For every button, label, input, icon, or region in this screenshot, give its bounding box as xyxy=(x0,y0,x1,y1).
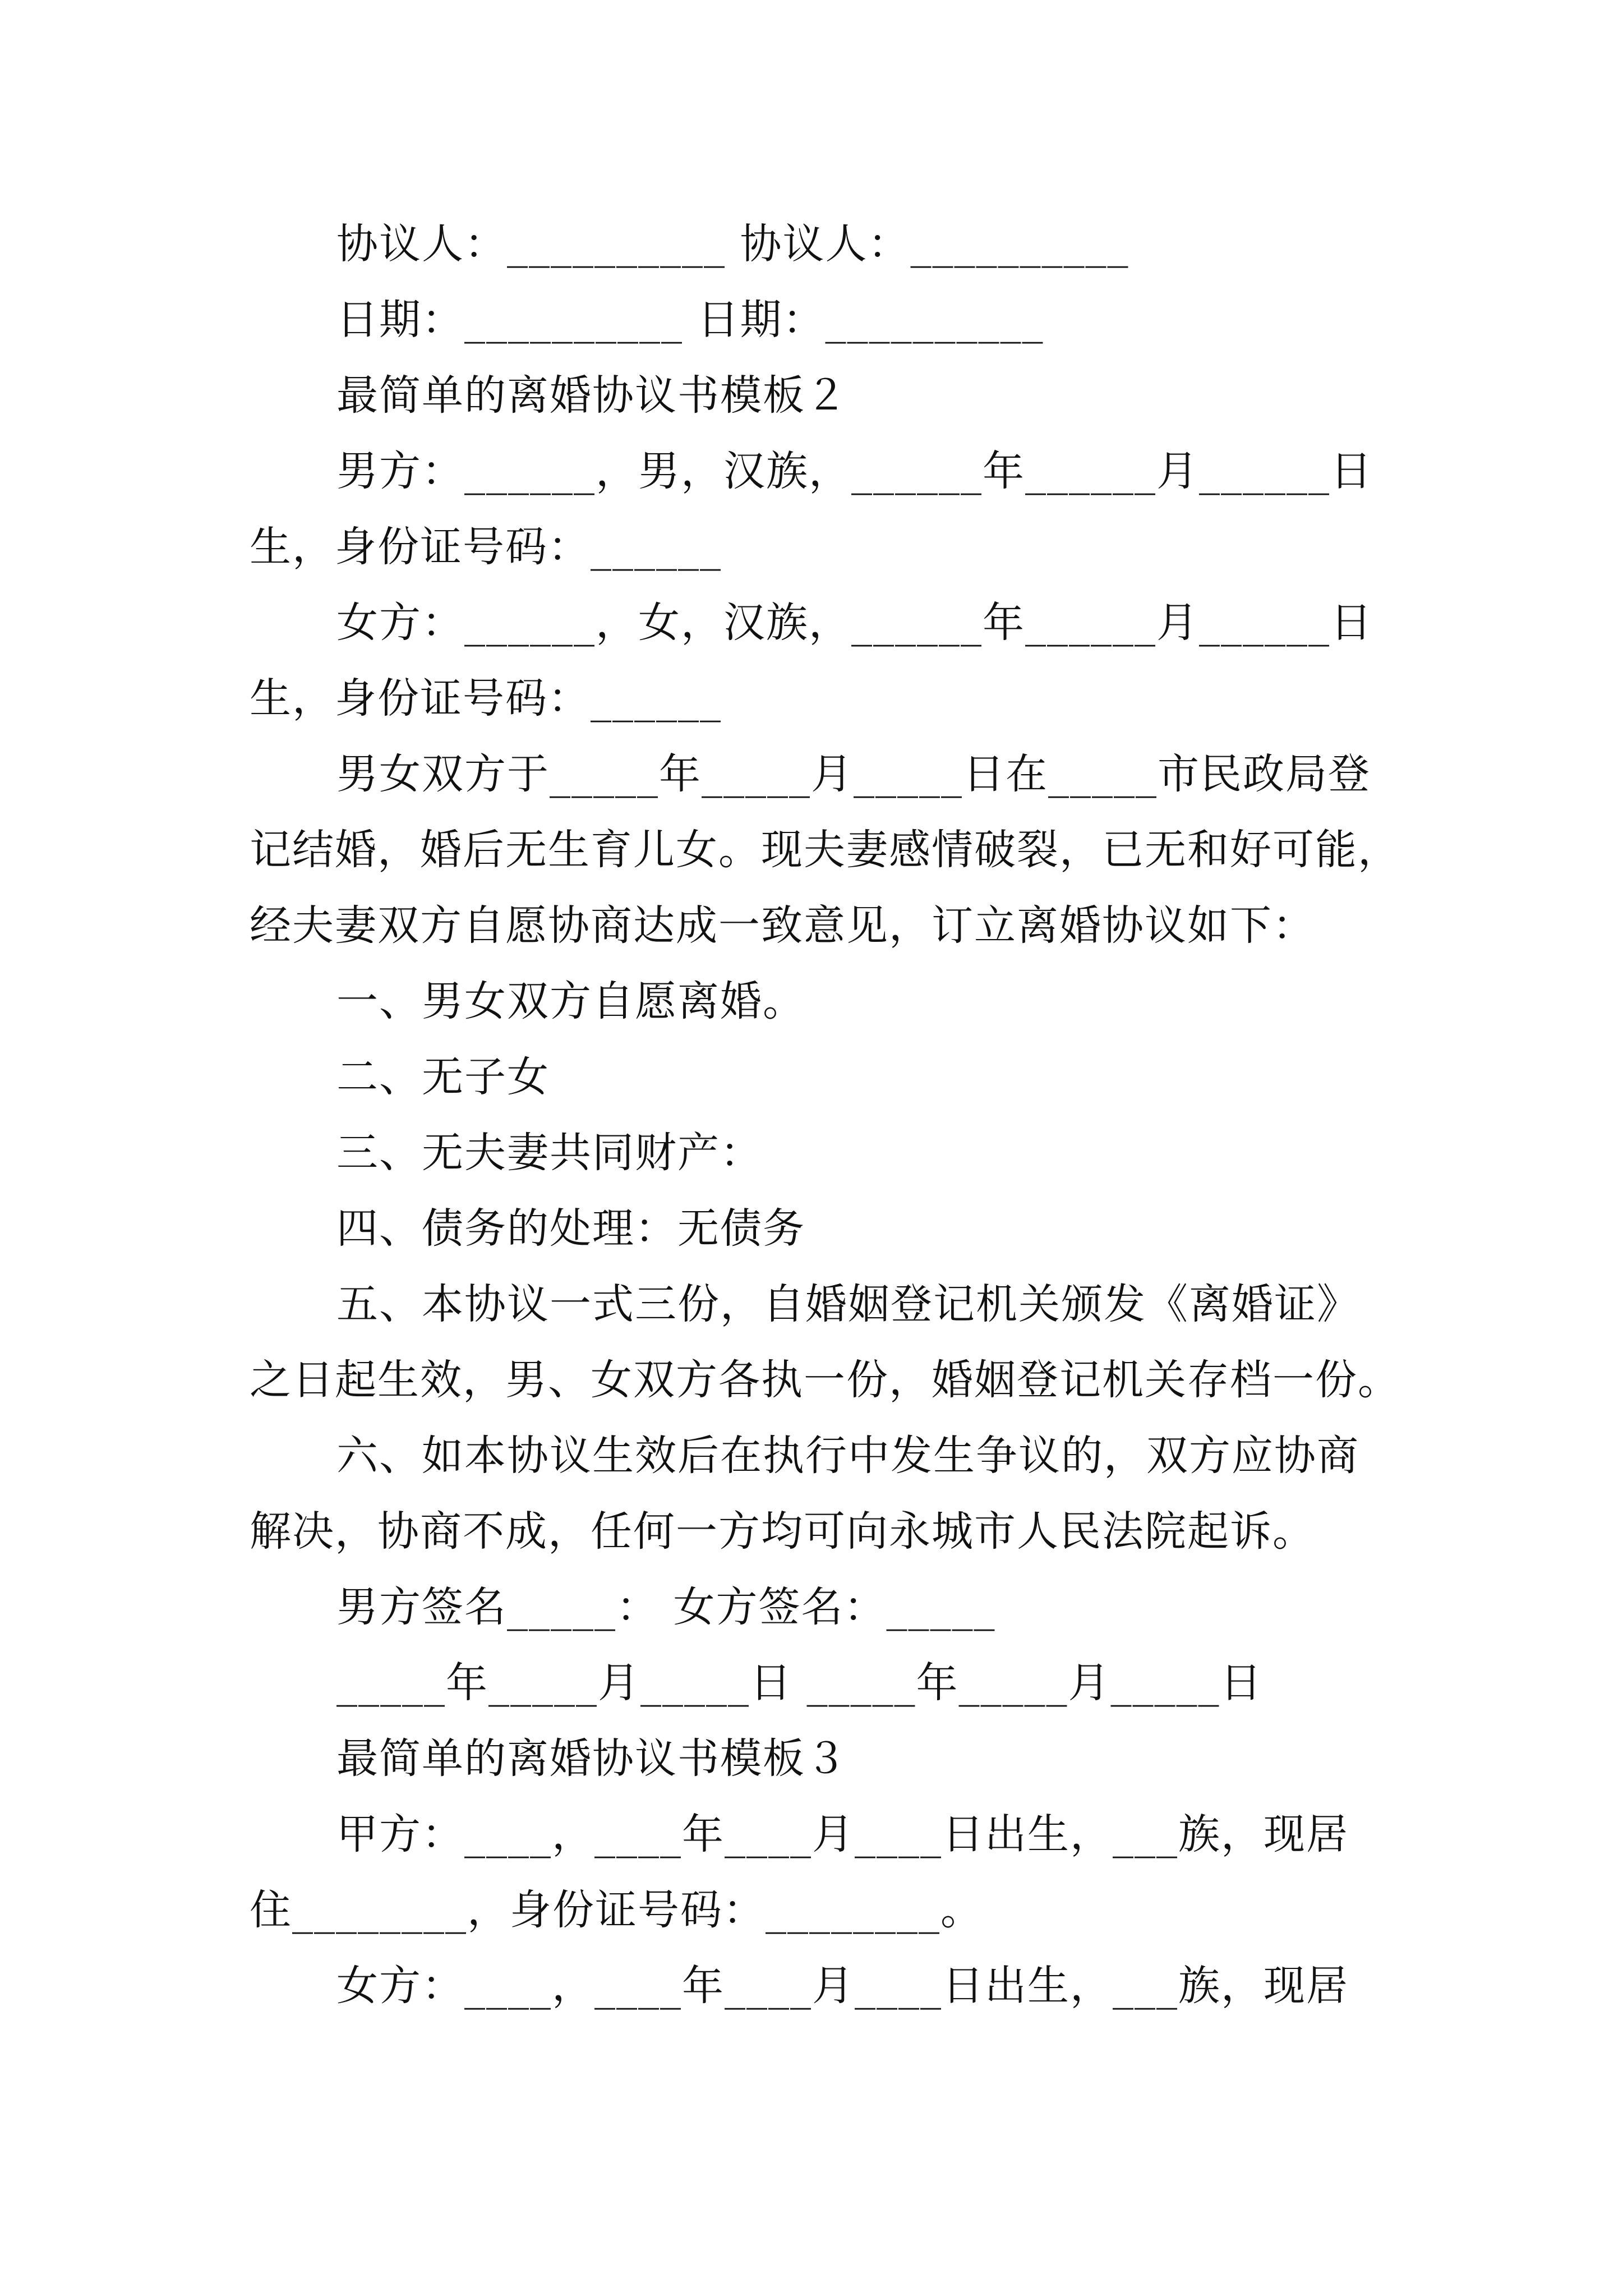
section-title-template-3: 最简单的离婚协议书模板３ xyxy=(336,1734,848,1783)
female-party-template-3-line: 女方：____，____年____月____日出生，___族，现居 xyxy=(336,1962,1349,2010)
clause-4: 四、债务的处理：无债务 xyxy=(336,1204,805,1253)
clause-5-line-1: 五、本协议一式三份，自婚姻登记机关颁发《离婚证》 xyxy=(336,1280,1359,1328)
clause-1: 一、男女双方自愿离婚。 xyxy=(336,977,805,1025)
clause-6-line-1: 六、如本协议生效后在执行中发生争议的，双方应协商 xyxy=(336,1432,1359,1480)
clause-6-line-2: 解决，协商不成，任何一方均可向永城市人民法院起诉。 xyxy=(250,1507,1315,1556)
signature-fields: 男方签名_____： 女方签名：_____ xyxy=(336,1583,996,1631)
clause-5-line-2: 之日起生效，男、女双方各执一份，婚姻登记机关存档一份。 xyxy=(250,1356,1400,1404)
male-party-line: 男方：______，男，汉族，______年______月______日 xyxy=(336,447,1373,495)
date-fields: _____年_____月_____日 _____年_____月_____日 xyxy=(336,1659,1263,1707)
date-line: 日期：__________ 日期：__________ xyxy=(336,296,1044,344)
party-a-line: 甲方：____，____年____月____日出生，___族，现居 xyxy=(336,1810,1349,1858)
marriage-paragraph-line-2: 记结婚，婚后无生育儿女。现夫妻感情破裂，已无和好可能， xyxy=(250,826,1400,874)
clause-2: 二、无子女 xyxy=(336,1053,550,1101)
male-id-line: 生，身份证号码：______ xyxy=(250,523,722,571)
marriage-paragraph-line-1: 男女双方于_____年_____月_____日在_____市民政局登 xyxy=(336,750,1371,798)
party-a-residence-line: 住________，身份证号码：________。 xyxy=(250,1886,983,1934)
female-id-line: 生，身份证号码：______ xyxy=(250,674,722,723)
female-party-line: 女方：______，女，汉族，______年______月______日 xyxy=(336,599,1373,647)
section-title-template-2: 最简单的离婚协议书模板２ xyxy=(336,371,848,420)
marriage-paragraph-line-3: 经夫妻双方自愿协商达成一致意见，订立离婚协议如下： xyxy=(250,901,1315,950)
clause-3: 三、无夫妻共同财产： xyxy=(336,1129,763,1177)
signature-line: 协议人：__________ 协议人：__________ xyxy=(336,220,1129,268)
